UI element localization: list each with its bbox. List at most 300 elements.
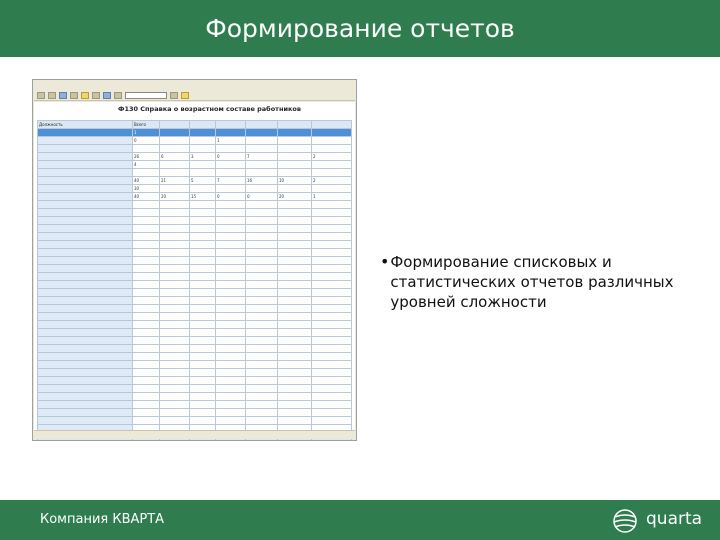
table-cell: [38, 145, 133, 153]
table-cell: [190, 289, 216, 297]
table-cell: [38, 393, 133, 401]
table-row: [38, 329, 352, 337]
table-cell: [160, 281, 190, 289]
table-cell: [133, 313, 160, 321]
table-cell: [246, 161, 278, 169]
table-cell: [246, 137, 278, 145]
table-cell: [312, 417, 352, 425]
table-cell: [133, 209, 160, 217]
table-cell: [246, 233, 278, 241]
table-cell: 20: [278, 193, 312, 201]
globe-logo-icon: [610, 505, 640, 535]
table-cell: [246, 409, 278, 417]
table-cell: [216, 409, 246, 417]
table-cell: [133, 217, 160, 225]
table-cell: [216, 353, 246, 361]
table-cell: [133, 289, 160, 297]
table-cell: [190, 369, 216, 377]
table-row: [38, 257, 352, 265]
table-cell: [312, 249, 352, 257]
table-row: [38, 201, 352, 209]
table-cell: [38, 177, 133, 185]
table-cell: 1: [216, 137, 246, 145]
table-cell: [312, 353, 352, 361]
table-cell: [246, 337, 278, 345]
table-cell: [312, 361, 352, 369]
table-cell: [38, 385, 133, 393]
table-cell: [133, 201, 160, 209]
table-cell: [133, 145, 160, 153]
app-screenshot: [32, 79, 357, 441]
table-cell: [38, 337, 133, 345]
table-cell: [278, 337, 312, 345]
table-cell: [38, 153, 133, 161]
table-cell: [160, 121, 190, 129]
table-cell: [160, 393, 190, 401]
table-cell: Должность: [38, 121, 133, 129]
table-cell: [246, 121, 278, 129]
table-row: [38, 361, 352, 369]
table-cell: [278, 401, 312, 409]
table-cell: [133, 169, 160, 177]
footer-bar: [0, 500, 720, 540]
table-row: [38, 313, 352, 321]
table-cell: [246, 257, 278, 265]
status-placeholder: [37, 433, 38, 438]
table-cell: [133, 225, 160, 233]
table-cell: [190, 145, 216, 153]
table-cell: [38, 353, 133, 361]
table-cell: [278, 329, 312, 337]
table-cell: [160, 409, 190, 417]
table-cell: [133, 361, 160, 369]
table-cell: [216, 401, 246, 409]
table-cell: [246, 185, 278, 193]
table-cell: [190, 385, 216, 393]
table-cell: [160, 201, 190, 209]
table-cell: [278, 297, 312, 305]
table-cell: [190, 329, 216, 337]
table-cell: 10: [278, 177, 312, 185]
table-row: [38, 217, 352, 225]
table-cell: [190, 185, 216, 193]
table-cell: [216, 161, 246, 169]
table-cell: [133, 353, 160, 361]
table-cell: [246, 377, 278, 385]
table-row: [38, 209, 352, 217]
table-cell: [133, 337, 160, 345]
table-row: [38, 265, 352, 273]
table-cell: [160, 401, 190, 409]
table-cell: 1: [312, 193, 352, 201]
table-cell: [216, 273, 246, 281]
table-row: [38, 233, 352, 241]
table-cell: [160, 321, 190, 329]
table-cell: [38, 249, 133, 257]
table-cell: [190, 281, 216, 289]
table-cell: 2: [312, 177, 352, 185]
table-cell: [38, 129, 133, 137]
table-cell: [246, 305, 278, 313]
table-cell: [133, 321, 160, 329]
table-cell: [246, 393, 278, 401]
table-cell: [160, 305, 190, 313]
table-cell: [246, 265, 278, 273]
table-cell: [133, 385, 160, 393]
table-cell: 26: [133, 153, 160, 161]
table-cell: 0: [216, 193, 246, 201]
table-cell: [216, 265, 246, 273]
table-cell: [312, 409, 352, 417]
table-cell: [38, 281, 133, 289]
table-cell: [216, 249, 246, 257]
table-cell: [160, 297, 190, 305]
table-cell: [160, 257, 190, 265]
table-cell: [246, 129, 278, 137]
table-cell: [38, 361, 133, 369]
table-cell: [160, 185, 190, 193]
table-cell: [160, 385, 190, 393]
report-document: [34, 102, 355, 430]
table-cell: [278, 313, 312, 321]
table-cell: [216, 385, 246, 393]
table-cell: [190, 217, 216, 225]
table-cell: [278, 353, 312, 361]
table-cell: [160, 217, 190, 225]
table-cell: [216, 305, 246, 313]
table-cell: [216, 281, 246, 289]
table-cell: [278, 289, 312, 297]
table-cell: [278, 169, 312, 177]
table-cell: [216, 377, 246, 385]
table-row: [38, 305, 352, 313]
table-cell: [133, 345, 160, 353]
table-cell: [312, 233, 352, 241]
table-row: [38, 225, 352, 233]
table-cell: [190, 417, 216, 425]
table-cell: [312, 225, 352, 233]
table-cell: [133, 369, 160, 377]
table-cell: [38, 377, 133, 385]
table-cell: 15: [190, 193, 216, 201]
table-cell: [160, 209, 190, 217]
table-cell: 4: [133, 161, 160, 169]
table-cell: [246, 417, 278, 425]
table-cell: [133, 273, 160, 281]
table-cell: [278, 153, 312, 161]
table-cell: [190, 305, 216, 313]
table-cell: [278, 345, 312, 353]
table-cell: [246, 369, 278, 377]
table-cell: [160, 361, 190, 369]
table-cell: [246, 169, 278, 177]
table-row: [38, 161, 352, 169]
footer-brand: quarta: [646, 509, 703, 529]
table-cell: [312, 369, 352, 377]
table-cell: [190, 353, 216, 361]
table-cell: [216, 345, 246, 353]
table-cell: [190, 409, 216, 417]
table-cell: [312, 129, 352, 137]
bullet-item: [380, 252, 680, 312]
bullet-marker: •: [380, 252, 390, 271]
table-cell: [246, 345, 278, 353]
table-row: [38, 249, 352, 257]
table-cell: [160, 345, 190, 353]
table-cell: [278, 265, 312, 273]
table-cell: [160, 313, 190, 321]
table-cell: 6: [160, 153, 190, 161]
table-cell: [216, 225, 246, 233]
table-cell: [216, 241, 246, 249]
table-cell: [160, 377, 190, 385]
table-cell: [38, 137, 133, 145]
table-cell: [278, 161, 312, 169]
table-cell: [38, 345, 133, 353]
table-cell: [278, 273, 312, 281]
table-cell: [190, 273, 216, 281]
table-cell: [133, 417, 160, 425]
bullet-text: Формирование списковых и статистических отчетов различных уровней сложности: [390, 253, 674, 311]
table-cell: [216, 145, 246, 153]
table-cell: [133, 401, 160, 409]
table-cell: [160, 265, 190, 273]
table-cell: [190, 201, 216, 209]
table-cell: [133, 249, 160, 257]
table-header-row: [38, 121, 352, 129]
title-bar: [0, 0, 720, 57]
table-cell: [160, 369, 190, 377]
table-cell: [190, 169, 216, 177]
table-cell: [160, 273, 190, 281]
table-cell: [216, 201, 246, 209]
table-cell: [216, 337, 246, 345]
table-cell: 40: [133, 177, 160, 185]
table-row: [38, 169, 352, 177]
table-row: [38, 385, 352, 393]
table-cell: [278, 185, 312, 193]
table-cell: [216, 361, 246, 369]
table-cell: [278, 409, 312, 417]
table-cell: [278, 305, 312, 313]
report-title: Ф130 Справка о возрастном составе работников: [118, 105, 301, 113]
table-cell: [160, 233, 190, 241]
table-cell: [246, 217, 278, 225]
table-row: [38, 393, 352, 401]
table-row: [38, 369, 352, 377]
table-cell: [278, 249, 312, 257]
table-cell: [160, 337, 190, 345]
table-row: [38, 241, 352, 249]
table-cell: [133, 305, 160, 313]
table-cell: [312, 393, 352, 401]
table-cell: [312, 313, 352, 321]
table-cell: [38, 209, 133, 217]
table-cell: [312, 161, 352, 169]
table-cell: [246, 249, 278, 257]
table-cell: [133, 281, 160, 289]
table-cell: [312, 121, 352, 129]
table-cell: [246, 201, 278, 209]
table-row: [38, 377, 352, 385]
table-row: [38, 353, 352, 361]
table-cell: [160, 129, 190, 137]
report-table: [37, 120, 352, 441]
table-cell: [216, 321, 246, 329]
table-cell: [312, 137, 352, 145]
table-cell: 0: [133, 137, 160, 145]
table-cell: 7: [246, 153, 278, 161]
table-cell: [160, 137, 190, 145]
table-cell: [133, 265, 160, 273]
table-row: [38, 273, 352, 281]
table-cell: [38, 265, 133, 273]
table-cell: [216, 393, 246, 401]
table-cell: [190, 249, 216, 257]
table-cell: [246, 145, 278, 153]
table-cell: 40: [133, 193, 160, 201]
table-cell: [246, 209, 278, 217]
table-cell: [38, 297, 133, 305]
table-row: [38, 177, 352, 185]
table-cell: [312, 169, 352, 177]
table-cell: 2: [312, 153, 352, 161]
table-cell: [38, 289, 133, 297]
toolbar-icon: [81, 92, 89, 99]
table-cell: [278, 217, 312, 225]
table-cell: [216, 289, 246, 297]
app-menu-bar: [34, 81, 355, 90]
table-cell: Всего: [133, 121, 160, 129]
table-row: [38, 401, 352, 409]
table-row: [38, 145, 352, 153]
table-cell: 1: [133, 129, 160, 137]
table-cell: [246, 225, 278, 233]
table-cell: 0: [216, 153, 246, 161]
table-cell: [216, 297, 246, 305]
table-cell: [278, 385, 312, 393]
table-cell: [278, 233, 312, 241]
table-cell: 21: [160, 177, 190, 185]
table-cell: [190, 241, 216, 249]
table-cell: [160, 161, 190, 169]
table-cell: [38, 313, 133, 321]
table-cell: [190, 161, 216, 169]
table-cell: [312, 297, 352, 305]
table-cell: [190, 121, 216, 129]
table-cell: 16: [246, 177, 278, 185]
table-row: [38, 193, 352, 201]
table-cell: [216, 313, 246, 321]
table-cell: [312, 273, 352, 281]
table-cell: [216, 257, 246, 265]
table-row: [38, 321, 352, 329]
table-cell: [278, 241, 312, 249]
table-cell: [246, 401, 278, 409]
table-cell: [312, 337, 352, 345]
table-cell: [216, 217, 246, 225]
table-cell: [312, 209, 352, 217]
table-row: [38, 297, 352, 305]
table-cell: [133, 241, 160, 249]
table-cell: [133, 233, 160, 241]
table-cell: [312, 281, 352, 289]
table-cell: [216, 121, 246, 129]
table-cell: [278, 369, 312, 377]
table-cell: 0: [246, 193, 278, 201]
table-cell: [160, 417, 190, 425]
toolbar-icon: [70, 92, 78, 99]
table-row: [38, 337, 352, 345]
table-cell: [38, 201, 133, 209]
status-bar: [34, 430, 355, 439]
table-cell: [190, 321, 216, 329]
table-cell: [38, 217, 133, 225]
menu-placeholder: [36, 83, 38, 89]
table-cell: [312, 305, 352, 313]
table-cell: 30: [133, 185, 160, 193]
app-toolbar: [34, 91, 355, 101]
table-cell: [38, 225, 133, 233]
table-cell: 3: [190, 153, 216, 161]
table-cell: [246, 281, 278, 289]
table-cell: [38, 369, 133, 377]
table-cell: [312, 289, 352, 297]
table-cell: [190, 337, 216, 345]
table-cell: [246, 241, 278, 249]
table-cell: 20: [160, 193, 190, 201]
table-cell: [160, 329, 190, 337]
table-cell: 7: [216, 177, 246, 185]
table-row: [38, 129, 352, 137]
table-cell: [246, 289, 278, 297]
table-cell: [278, 121, 312, 129]
table-cell: [216, 233, 246, 241]
toolbar-input: [125, 92, 167, 99]
table-cell: [278, 145, 312, 153]
table-cell: [38, 257, 133, 265]
table-cell: [38, 417, 133, 425]
table-cell: [133, 297, 160, 305]
slide-title: Формирование отчетов: [205, 14, 515, 43]
table-cell: [278, 225, 312, 233]
table-cell: [38, 233, 133, 241]
table-cell: [246, 313, 278, 321]
table-cell: [190, 233, 216, 241]
table-cell: [190, 345, 216, 353]
table-cell: [190, 137, 216, 145]
table-cell: [278, 321, 312, 329]
table-cell: [160, 225, 190, 233]
table-cell: [190, 313, 216, 321]
table-cell: [38, 169, 133, 177]
toolbar-icon: [170, 92, 178, 99]
table-cell: [278, 361, 312, 369]
table-cell: [278, 137, 312, 145]
table-cell: [312, 321, 352, 329]
table-cell: [38, 305, 133, 313]
table-cell: [312, 241, 352, 249]
table-cell: [160, 241, 190, 249]
table-cell: [312, 145, 352, 153]
table-cell: [278, 393, 312, 401]
table-cell: 5: [190, 177, 216, 185]
footer-company: Компания КВАРТА: [40, 512, 165, 527]
table-row: [38, 289, 352, 297]
toolbar-icon: [59, 92, 67, 99]
table-cell: [38, 409, 133, 417]
table-cell: [278, 129, 312, 137]
